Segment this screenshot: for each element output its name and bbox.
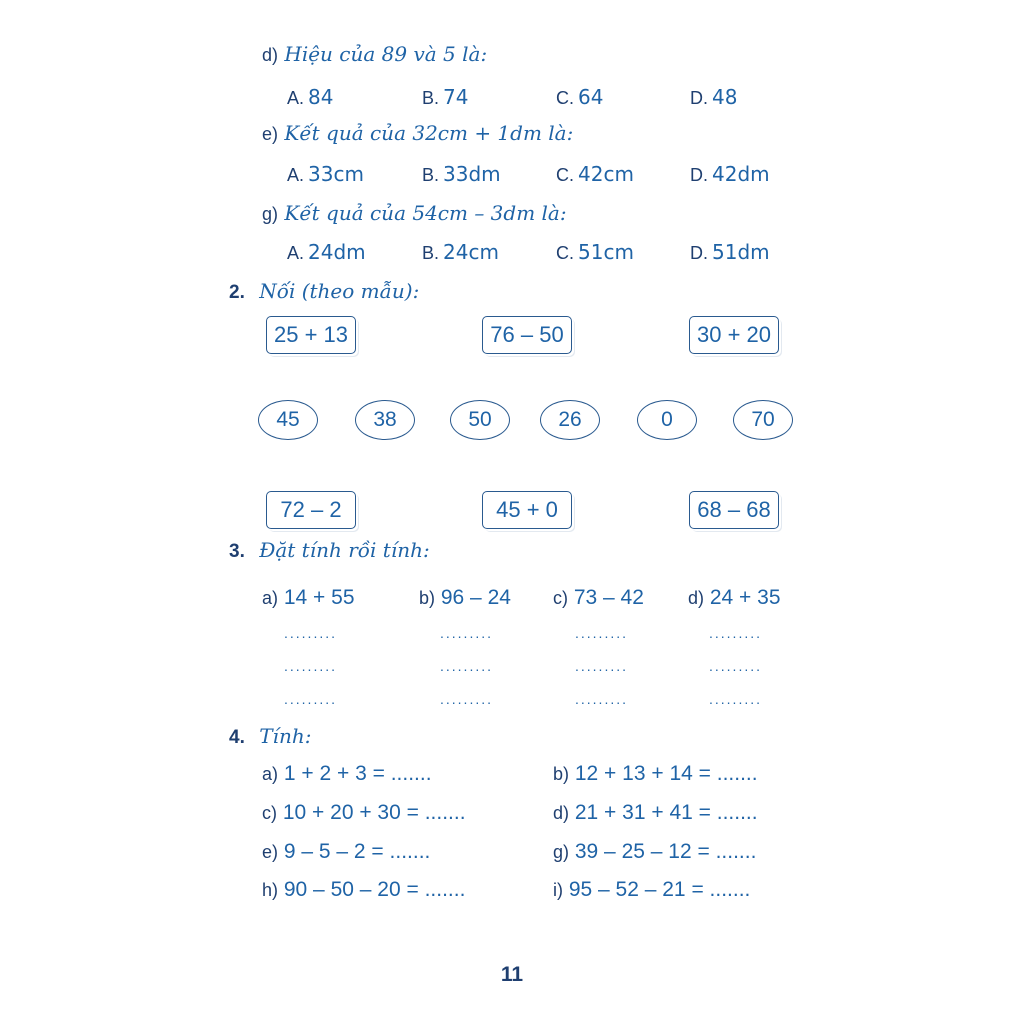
option-label: C. [556,88,574,108]
item-label: b) [419,588,436,608]
question-d [262,42,487,66]
option [556,162,634,186]
blank-line: ......... [709,691,763,707]
expression-box: 76 – 50 [482,316,572,354]
exercise-title: Nối (theo mẫu): [259,279,420,303]
option [287,85,333,109]
option [556,85,603,109]
answer-oval: 45 [258,400,318,440]
calc-item [262,762,432,786]
question-text: Kết quả của 32cm + 1dm là: [284,121,574,145]
calc-item [688,586,781,610]
exercise-title: Tính: [259,724,312,748]
item-label: a) [262,764,279,784]
option-value: 51dm [712,240,770,264]
question-g [262,201,567,225]
calc-item [262,586,355,610]
blank-line: ......... [575,691,629,707]
calc-item [553,801,758,825]
calc-item [419,586,511,610]
blank-line: ......... [709,658,763,674]
item-expression: 21 + 31 + 41 = ....... [574,801,758,824]
option-value: 33cm [308,162,364,186]
exercise-title: Đặt tính rồi tính: [259,538,430,562]
exercise-number: 3. [229,541,245,562]
blank-line: ......... [284,658,338,674]
blank-line: ......... [440,691,494,707]
expression-box: 68 – 68 [689,491,779,529]
option-value: 33dm [443,162,501,186]
expression-box: 30 + 20 [689,316,779,354]
calc-item [553,878,750,902]
expression-box: 45 + 0 [482,491,572,529]
option-value: 48 [712,85,738,109]
calc-item [553,840,756,864]
option [556,240,634,264]
item-label: c) [262,803,277,823]
exercise-4-heading [229,724,311,749]
option-value: 24cm [443,240,499,264]
option-label: C. [556,165,574,185]
exercise-number: 2. [229,282,245,303]
expression-box: 72 – 2 [266,491,356,529]
item-label: d) [688,588,705,608]
page-number: 11 [500,963,524,986]
item-expression: 90 – 50 – 20 = ....... [283,878,466,901]
item-label: h) [262,880,279,900]
answer-oval: 38 [355,400,415,440]
blank-line: ......... [440,658,494,674]
item-expression: 96 – 24 [440,586,511,609]
question-text: Kết quả của 54cm – 3dm là: [284,201,567,225]
calc-item [262,840,430,864]
option-label: D. [690,165,708,185]
question-label: e) [262,124,279,144]
exercise-number: 4. [229,727,245,748]
option-label: C. [556,243,574,263]
option-value: 84 [308,85,334,109]
option [422,240,499,264]
option [690,162,770,186]
option-value: 42cm [578,162,634,186]
calc-item [553,762,758,786]
option-label: B. [422,165,440,185]
calc-item [262,878,465,902]
blank-line: ......... [575,658,629,674]
calc-item [553,586,644,610]
item-expression: 9 – 5 – 2 = ....... [283,840,431,863]
answer-oval: 0 [637,400,697,440]
blank-line: ......... [284,625,338,641]
expression-box: 25 + 13 [266,316,356,354]
option [287,162,364,186]
answer-oval: 26 [540,400,600,440]
option [422,162,501,186]
item-label: e) [262,842,279,862]
question-label: d) [262,45,279,65]
item-expression: 14 + 55 [283,586,355,609]
option [422,85,468,109]
option-label: B. [422,88,440,108]
answer-oval: 70 [733,400,793,440]
item-label: i) [553,880,563,900]
item-expression: 73 – 42 [573,586,644,609]
item-expression: 95 – 52 – 21 = ....... [568,878,751,901]
item-expression: 10 + 20 + 30 = ....... [282,801,466,824]
option-value: 42dm [712,162,770,186]
option-label: B. [422,243,440,263]
question-e [262,121,573,145]
item-label: g) [553,842,570,862]
option-label: D. [690,243,708,263]
exercise-3-heading [229,538,430,563]
item-expression: 1 + 2 + 3 = ....... [283,762,432,785]
option [287,240,366,264]
item-label: c) [553,588,568,608]
blank-line: ......... [440,625,494,641]
item-label: d) [553,803,570,823]
option-value: 64 [578,85,604,109]
option [690,240,770,264]
item-expression: 12 + 13 + 14 = ....... [574,762,758,785]
option-label: A. [287,165,305,185]
question-text: Hiệu của 89 và 5 là: [284,42,488,66]
blank-line: ......... [284,691,338,707]
option-value: 74 [443,85,469,109]
option-label: A. [287,88,305,108]
option-value: 24dm [308,240,366,264]
calc-item [262,801,466,825]
option-label: D. [690,88,708,108]
item-expression: 39 – 25 – 12 = ....... [574,840,757,863]
option-label: A. [287,243,305,263]
blank-line: ......... [709,625,763,641]
answer-oval: 50 [450,400,510,440]
item-expression: 24 + 35 [709,586,781,609]
question-label: g) [262,204,279,224]
exercise-2-heading [229,279,419,304]
option [690,85,737,109]
blank-line: ......... [575,625,629,641]
item-label: b) [553,764,570,784]
option-value: 51cm [578,240,634,264]
item-label: a) [262,588,279,608]
